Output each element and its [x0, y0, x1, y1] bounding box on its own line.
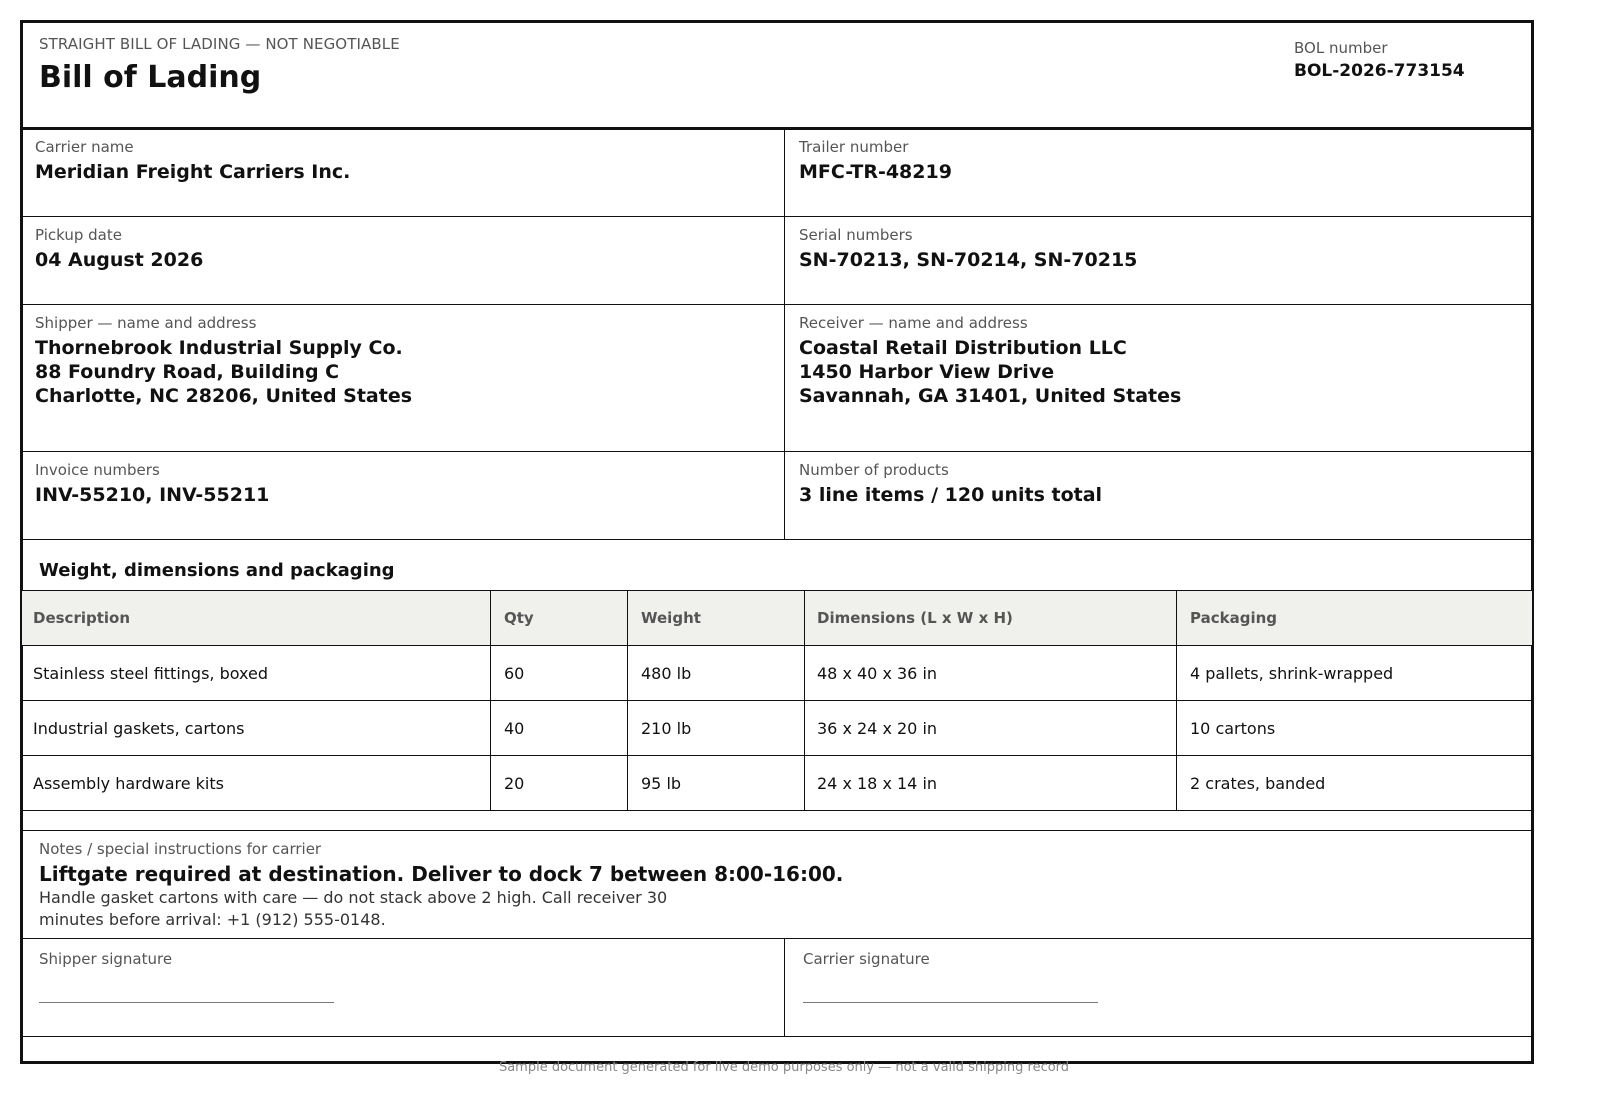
header-divider — [23, 127, 1531, 130]
cell-weight: 210 lb — [641, 719, 692, 738]
bol-number-label: BOL number — [1294, 39, 1388, 57]
pickup-date-label: Pickup date — [35, 226, 122, 244]
trailer-number-value: MFC-TR-48219 — [799, 161, 952, 183]
receiver-label: Receiver — name and address — [799, 314, 1028, 332]
cell-qty: 60 — [504, 664, 525, 683]
cell-qty: 40 — [504, 719, 525, 738]
carrier-name-label: Carrier name — [35, 138, 134, 156]
notes-label: Notes / special instructions for carrier — [39, 840, 322, 858]
cell-weight: 95 lb — [641, 774, 682, 793]
row-divider — [23, 700, 1531, 701]
shipper-address — [35, 336, 412, 408]
notes-body: Handle gasket cartons with care — do not stack above 2 high. Call receiver 30 minutes before arrival: +1 (912) 555-0148. — [39, 888, 668, 929]
shipper-signature-line[interactable] — [39, 1002, 334, 1003]
cell-packaging: 2 crates, banded — [1190, 774, 1326, 793]
serial-numbers-value: SN-70213, SN-70214, SN-70215 — [799, 249, 1138, 271]
serial-numbers-label: Serial numbers — [799, 226, 913, 244]
row-divider — [23, 539, 1531, 540]
table-bottom-border — [23, 810, 1531, 811]
shipper-signature-label: Shipper signature — [39, 950, 173, 968]
bill-of-lading-document — [20, 20, 1534, 1075]
notes-headline: Liftgate required at destination. Deliver to dock 7 between 8:00-16:00. — [39, 862, 844, 886]
cell-packaging: 10 cartons — [1190, 719, 1276, 738]
receiver-address — [799, 336, 1181, 408]
signature-divider — [784, 939, 785, 1036]
row-divider — [23, 216, 1531, 217]
cell-dimensions: 36 x 24 x 20 in — [817, 719, 938, 738]
document-title: Bill of Lading — [39, 60, 262, 95]
cell-description: Stainless steel fittings, boxed — [33, 664, 268, 683]
cell-dimensions: 24 x 18 x 14 in — [817, 774, 938, 793]
cell-description: Assembly hardware kits — [33, 774, 224, 793]
number-of-products-value: 3 line items / 120 units total — [799, 484, 1103, 506]
cargo-section-title: Weight, dimensions and packaging — [39, 560, 395, 581]
receiver-street: 1450 Harbor View Drive — [799, 361, 1055, 383]
cargo-table-header — [22, 590, 1532, 646]
column-header-weight: Weight — [641, 609, 701, 627]
shipper-city: Charlotte, NC 28206, United States — [35, 385, 413, 407]
invoice-numbers-value: INV-55210, INV-55211 — [35, 484, 270, 506]
column-header-dimensions: Dimensions (L x W x H) — [817, 609, 1013, 627]
row-divider — [23, 304, 1531, 305]
row-divider — [23, 755, 1531, 756]
notes-top-border — [23, 830, 1531, 831]
cell-dimensions: 48 x 40 x 36 in — [817, 664, 938, 683]
carrier-name-value: Meridian Freight Carriers Inc. — [35, 161, 351, 183]
shipper-street: 88 Foundry Road, Building C — [35, 361, 340, 383]
cell-qty: 20 — [504, 774, 525, 793]
carrier-signature-line[interactable] — [803, 1002, 1098, 1003]
column-header-packaging: Packaging — [1190, 609, 1277, 627]
cell-weight: 480 lb — [641, 664, 692, 683]
column-header-qty: Qty — [504, 609, 534, 627]
footer-disclaimer: Sample document generated for live demo purposes only — not a valid shipping record — [498, 1060, 1070, 1075]
invoice-numbers-label: Invoice numbers — [35, 461, 160, 479]
bol-number-value: BOL-2026-773154 — [1294, 61, 1465, 81]
shipper-label: Shipper — name and address — [35, 314, 257, 332]
pickup-date-value: 04 August 2026 — [35, 249, 204, 271]
document-kicker: STRAIGHT BILL OF LADING — NOT NEGOTIABLE — [39, 35, 400, 53]
trailer-number-label: Trailer number — [799, 138, 909, 156]
signatures-top-border — [23, 938, 1531, 939]
footer-top-border — [23, 1036, 1531, 1037]
receiver-city: Savannah, GA 31401, United States — [799, 385, 1182, 407]
number-of-products-label: Number of products — [799, 461, 949, 479]
cell-description: Industrial gaskets, cartons — [33, 719, 245, 738]
column-header-description: Description — [33, 609, 131, 627]
carrier-signature-label: Carrier signature — [803, 950, 930, 968]
row-divider — [23, 451, 1531, 452]
cell-packaging: 4 pallets, shrink-wrapped — [1190, 664, 1394, 683]
shipper-name: Thornebrook Industrial Supply Co. — [35, 337, 403, 359]
field-grid-divider — [784, 130, 785, 540]
receiver-name: Coastal Retail Distribution LLC — [799, 337, 1127, 359]
